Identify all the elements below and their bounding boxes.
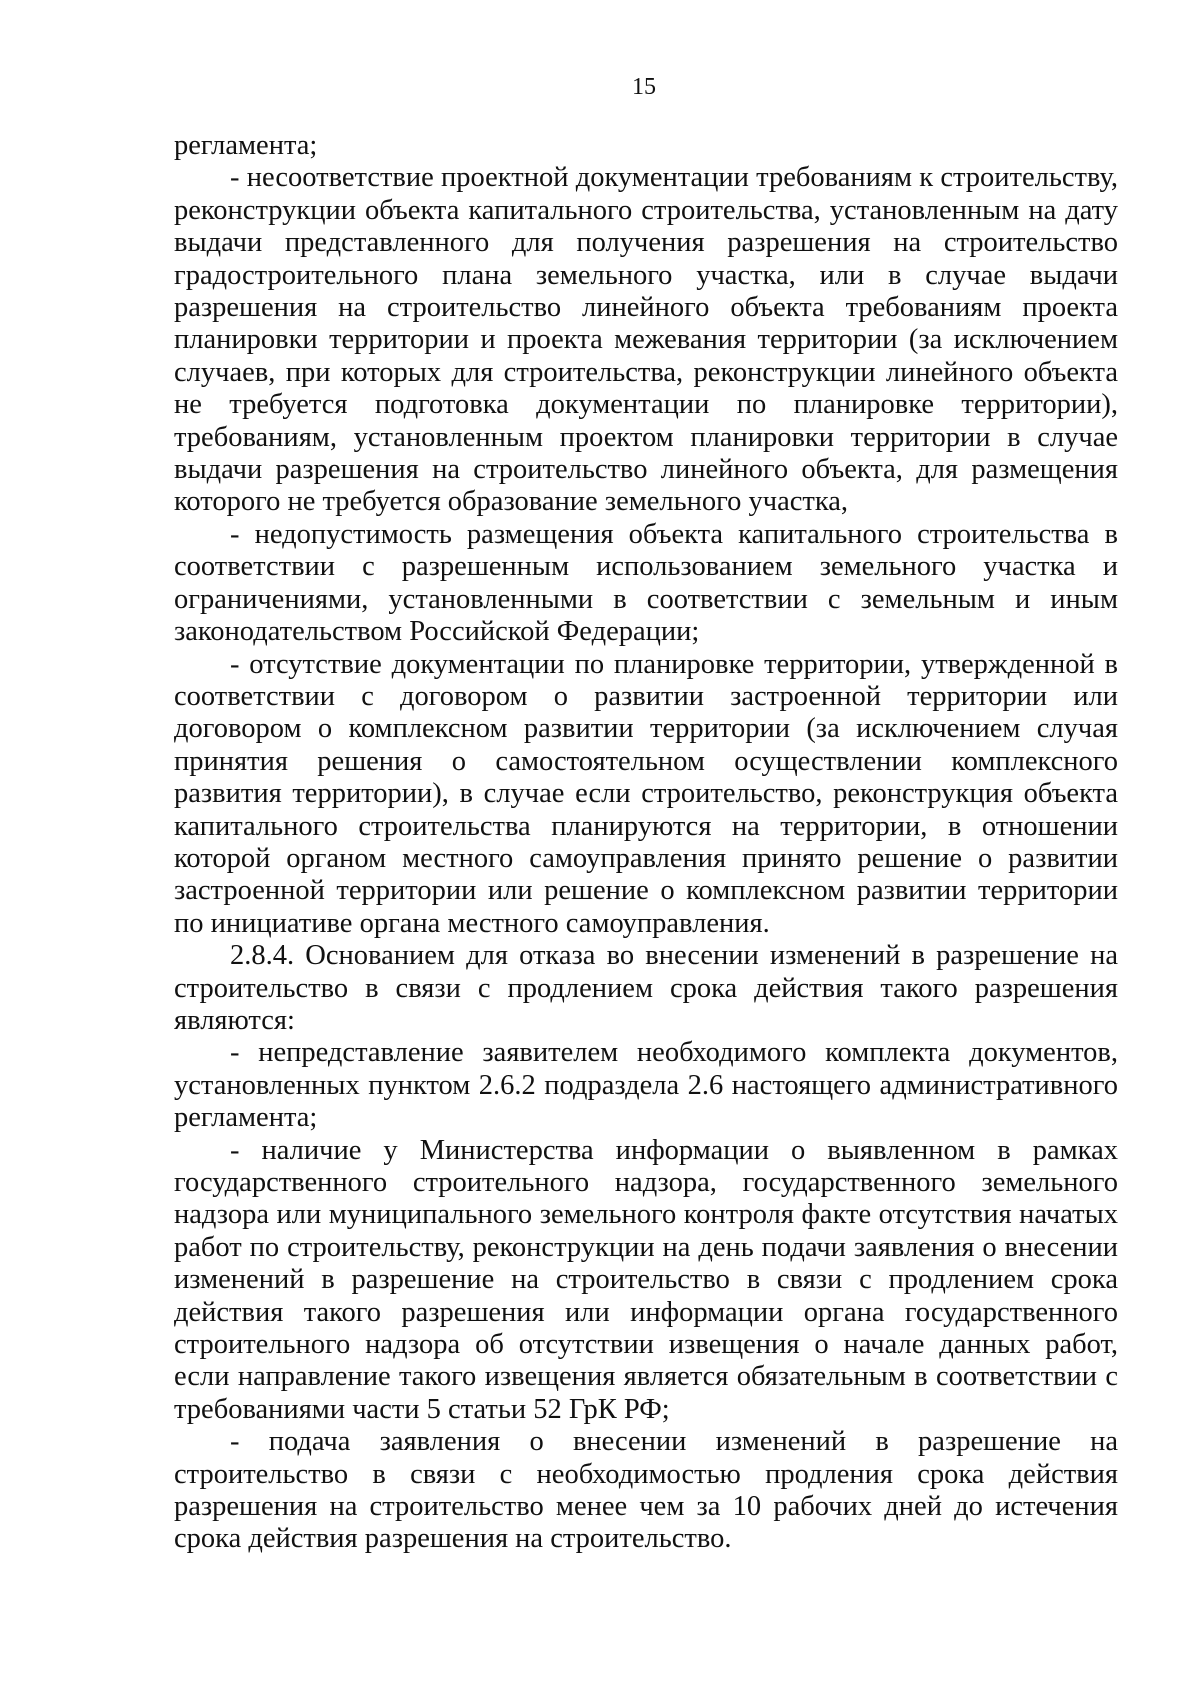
paragraph-missing-documents: - непредставление заявителем необходимого комплекта документов, установленных пунктом 2.6.2 подраздела 2.6 настоящего административного регламента; [174, 1037, 1118, 1134]
document-body [174, 130, 1118, 1556]
paragraph-placement-inadmissibility: - недопустимость размещения объекта капитального строительства в соответствии с разрешенным использованием земельного участка и ограничениями, установленными в соответствии с земельным и иным законодательством Российской Федерации; [174, 518, 1118, 648]
paragraph-ministry-information: - наличие у Министерства информации о выявленном в рамках государственного строительного надзора, государственного земельного надзора или муниципального земельного контроля факте отсутствия начатых работ по строительству, реконструкции на день подачи заявления о внесении изменений в разрешение на строительство в связи с продлением срока действия такого разрешения или информации органа государственного строительного надзора об отсутствии извещения о начале данных работ, если направление такого извещения является обязательным в соответствии с требованиями части 5 статьи 52 ГрК РФ; [174, 1134, 1118, 1425]
paragraph-missing-planning-docs: - отсутствие документации по планировке территории, утвержденной в соответствии с договором о развитии застроенной территории или договором о комплексном развитии территории (за исключением случая принятия решения о самостоятельном осуществлении комплексного развития территории), в случае если строительство, реконструкция объекта капитального строительства планируются на территории, в отношении которой органом местного самоуправления принято решение о развитии застроенной территории или решение о комплексном развитии территории по инициативе органа местного самоуправления. [174, 648, 1118, 939]
page-number: 15 [632, 74, 656, 100]
paragraph-section-2-8-4: 2.8.4. Основанием для отказа во внесении изменений в разрешение на строительство в связи с продлением срока действия такого разрешения являются: [174, 940, 1118, 1036]
paragraph-continuation: регламента; [174, 130, 318, 161]
paragraph-design-docs-mismatch: - несоответствие проектной документации требованиям к строительству, реконструкции объекта капитального строительства, установленным на дату выдачи представленного для получения разрешения на строительство градостроительного плана земельного участка, или в случае выдачи разрешения на строительство линейного объекта требованиям проекта планировки территории и проекта межевания территории (за исключением случаев, при которых для строительства, реконструкции линейного объекта не требуется подготовка документации по планировке территории), требованиям, установленным проектом планировки территории в случае выдачи разрешения на строительство линейного объекта, для размещения которого не требуется образование земельного участка, [174, 162, 1118, 518]
paragraph-late-application: - подача заявления о внесении изменений в разрешение на строительство в связи с необходимостью продления срока действия разрешения на строительство менее чем за 10 рабочих дней до истечения срока действия разрешения на строительство. [174, 1426, 1118, 1555]
